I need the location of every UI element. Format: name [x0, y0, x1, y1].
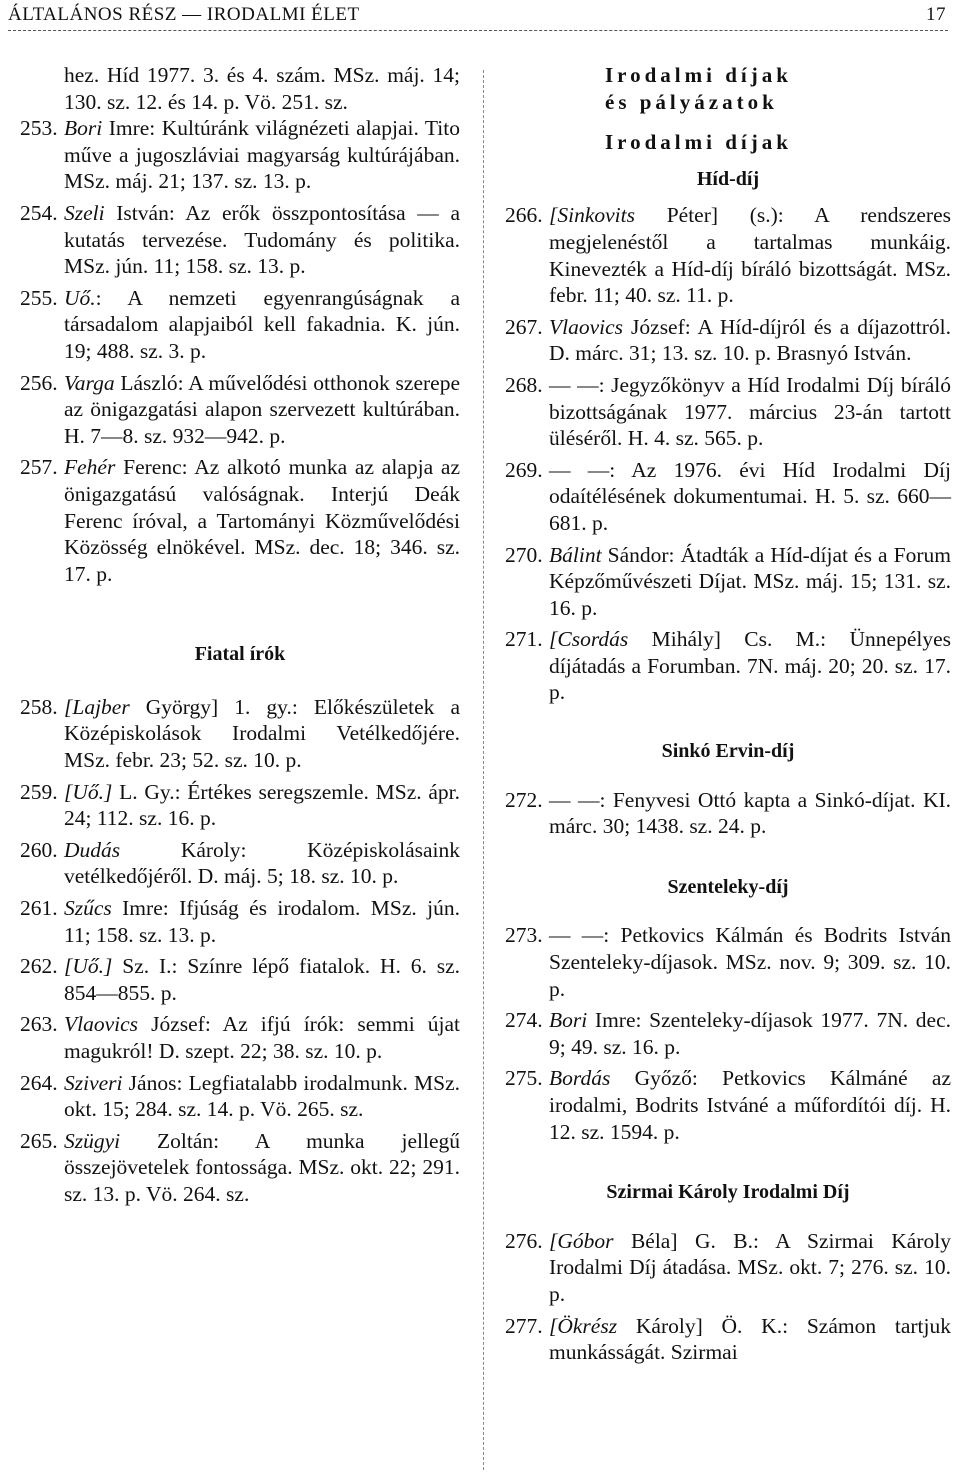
- entry-author: [Ökrész: [549, 1313, 618, 1338]
- entry-list-b: [20, 694, 460, 1208]
- entry-author: Vlaovics: [64, 1012, 139, 1037]
- entry-number: 265.: [20, 1128, 58, 1153]
- entry-author: Bori: [549, 1008, 588, 1033]
- entry-number: 262.: [20, 954, 58, 979]
- bibliography-entry: [505, 922, 951, 1002]
- entry-author: Sziveri: [64, 1070, 123, 1095]
- entry-number: 270.: [505, 542, 543, 567]
- entry-number: 255.: [20, 285, 58, 310]
- entry-text: József: Az ifjú írók: semmi újat magukról! D. szept. 22; 38. sz. 10. p.: [64, 1012, 460, 1063]
- entry-number: 253.: [20, 116, 58, 141]
- entry-author: [Sinkovits: [549, 203, 635, 228]
- entry-text: István: Az erők összpontosítása — a kutatás tervezése. Tudomány és politika. MSz. jún. 11; 158. sz. 13. p.: [64, 200, 460, 279]
- bibliography-entry: [505, 626, 951, 706]
- entry-text: Imre: Szenteleky-díjasok 1977. 7N. dec. 9; 49. sz. 16. p.: [549, 1008, 951, 1059]
- entry-number: 260.: [20, 837, 58, 862]
- entry-author: Vlaovics: [549, 314, 624, 339]
- entry-text: József: A Híd-díjról és a díjazottról. D. márc. 31; 13. sz. 10. p. Brasnyó István.: [549, 314, 951, 366]
- continued-entry: hez. Híd 1977. 3. és 4. szám. MSz. máj. 14; 130. sz. 12. és 14. p. Vö. 251. sz.: [64, 63, 460, 114]
- entry-number: 275.: [505, 1066, 543, 1091]
- bibliography-entry: [505, 457, 951, 537]
- entry-number: 261.: [20, 896, 58, 921]
- entry-author: [Uő.]: [64, 779, 113, 804]
- entry-list-a: [20, 115, 460, 587]
- heading-szirmai-dij: Szirmai Károly Irodalmi Díj: [606, 1181, 850, 1204]
- entry-author: Bori: [64, 116, 103, 141]
- entry-list-hid: [505, 202, 951, 706]
- bibliography-entry: [20, 953, 460, 1006]
- running-header: [8, 0, 948, 28]
- section-heading-fiatal-irok: Fiatal írók: [194, 643, 286, 666]
- entry-author: Bordás: [549, 1066, 611, 1091]
- entry-number: 274.: [505, 1008, 543, 1033]
- bibliography-entry: [20, 200, 460, 280]
- bibliography-entry: [20, 1011, 460, 1064]
- bibliography-entry: [20, 779, 460, 832]
- page-number: 17: [926, 4, 946, 25]
- entry-number: 267.: [505, 314, 543, 339]
- bibliography-entry: [505, 314, 951, 367]
- entry-text: Béla] G. B.: A Szirmai Károly Irodalmi Díj átadása. MSz. okt. 7; 276. sz. 10. p.: [549, 1228, 951, 1306]
- entry-author: [Uő.]: [64, 954, 113, 979]
- entry-text: : A nemzeti egyenrangúságnak a társadalom alapjaiból kell fakadnia. K. jún. 19; 488. sz. 3. p.: [64, 285, 460, 363]
- entry-author: Bálint: [549, 542, 602, 567]
- entry-text: Imre: Kultúránk világnézeti alapjai. Tito műve a jugoszláviai magyarság kultúrájában. MSz. máj. 21; 137. sz. 13. p.: [64, 116, 460, 194]
- bibliography-entry: [20, 115, 460, 195]
- entry-text: Károly: Középiskolásaink vetélkedőjéről. D. máj. 5; 18. sz. 10. p.: [64, 837, 460, 889]
- entry-number: 277.: [505, 1313, 543, 1338]
- entry-author: [Góbor: [549, 1228, 614, 1253]
- entry-text: Győző: Petkovics Kálmáné az irodalmi, Bodrits Istváné a műfordítói díj. H. 12. sz. 1594. p.: [549, 1066, 951, 1144]
- bibliography-entry: [20, 694, 460, 774]
- entry-author: Varga: [64, 370, 115, 395]
- entry-text: László: A művelődési otthonok szerepe az önigazgatási alapon szervezett kultúrában. H. 7—8. sz. 932—942. p.: [64, 370, 460, 448]
- entry-text: — —: Fenyvesi Ottó kapta a Sinkó-díjat. KI. márc. 30; 1438. sz. 24. p.: [549, 787, 951, 839]
- right-column: [505, 62, 951, 1366]
- entry-number: 258.: [20, 694, 58, 719]
- heading-szenteleky-dij: Szenteleky-díj: [667, 875, 789, 898]
- entry-text: Mihály] Cs. M.: Ünnepélyes díjátadás a Forumban. 7N. máj. 20; 20. sz. 17. p.: [549, 627, 951, 705]
- entry-author: Szeli: [64, 200, 105, 225]
- entry-number: 272.: [505, 787, 543, 812]
- entry-number: 259.: [20, 779, 58, 804]
- column-divider: [483, 70, 484, 1470]
- entry-number: 273.: [505, 923, 543, 948]
- entry-text: Péter] (s.): A rendszeres megjelenéstől a tartalmas munkáig. Kinevezték a Híd-díj bíráló bizottságát. MSz. febr. 11; 40. sz. 11. p.: [549, 203, 951, 308]
- entry-number: 269.: [505, 457, 543, 482]
- heading-hid-dij: Híd-díj: [696, 167, 760, 190]
- section-heading-irodalmi-dijak: Irodalmi díjak: [605, 63, 792, 87]
- header-rule: [8, 30, 948, 31]
- bibliography-entry: [505, 542, 951, 622]
- entry-list-szirmai: [505, 1228, 951, 1366]
- bibliography-entry: [505, 787, 951, 840]
- entry-author: Fehér: [64, 455, 116, 480]
- entry-text: L. Gy.: Értékes seregszemle. MSz. ápr. 24; 112. sz. 16. p.: [64, 779, 460, 831]
- entry-text: Károly] Ö. K.: Számon tartjuk munkásságát. Szirmai: [549, 1313, 951, 1365]
- entry-text: — —: Petkovics Kálmán és Bodrits István Szenteleky-díjasok. MSz. nov. 9; 309. sz. 10. p.: [549, 923, 951, 1001]
- entry-text: Ferenc: Az alkotó munka az alapja az önigazgatású valóságnak. Interjú Deák Ferenc íróval, a Tartományi Közművelődési Közösség elnökével. MSz. dec. 18; 346. sz. 17. p.: [64, 455, 460, 586]
- bibliography-entry: [20, 370, 460, 450]
- bibliography-entry: [505, 372, 951, 452]
- entry-author: Uő.: [64, 285, 96, 310]
- entry-number: 271.: [505, 627, 543, 652]
- entry-number: 263.: [20, 1012, 58, 1037]
- entry-number: 257.: [20, 455, 58, 480]
- entry-number: 268.: [505, 372, 543, 397]
- entry-list-szenteleky: [505, 922, 951, 1145]
- header-title: ÁLTALÁNOS RÉSZ — IRODALMI ÉLET: [8, 4, 360, 25]
- bibliography-entry: [20, 1128, 460, 1208]
- heading-sinko-dij: Sinkó Ervin-díj: [661, 740, 795, 763]
- entry-number: 266.: [505, 203, 543, 228]
- entry-text: János: Legfiatalabb irodalmunk. MSz. okt. 15; 284. sz. 14. p. Vö. 265. sz.: [64, 1070, 460, 1122]
- left-column: [20, 62, 460, 1208]
- entry-author: Szügyi: [64, 1128, 121, 1153]
- entry-author: Szűcs: [64, 896, 112, 921]
- bibliography-entry: [20, 285, 460, 365]
- bibliography-entry: [20, 837, 460, 890]
- entry-number: 256.: [20, 370, 58, 395]
- entry-text: Sz. I.: Színre lépő fiatalok. H. 6. sz. 854—855. p.: [64, 954, 460, 1005]
- bibliography-entry: [20, 454, 460, 587]
- entry-number: 254.: [20, 200, 58, 225]
- entry-text: Zoltán: A munka jellegű összejövetelek fontossága. MSz. okt. 22; 291. sz. 13. p. Vö. 264. sz.: [64, 1128, 460, 1206]
- entry-author: Dudás: [64, 837, 121, 862]
- entry-text: — —: Jegyzőkönyv a Híd Irodalmi Díj bíráló bizottságának 1977. március 23-án tartott üléséről. H. 4. sz. 565. p.: [549, 372, 951, 451]
- entry-author: [Csordás: [549, 627, 629, 652]
- bibliography-entry: [20, 895, 460, 948]
- bibliography-entry: [20, 1070, 460, 1123]
- entry-text: György] 1. gy.: Előkészületek a Középiskolások Irodalmi Vetélkedőjére. MSz. febr. 23; 52. sz. 10. p.: [64, 694, 460, 773]
- bibliography-entry: [505, 1228, 951, 1308]
- entry-list-sinko: [505, 787, 951, 840]
- bibliography-entry: [505, 1007, 951, 1060]
- entry-number: 264.: [20, 1070, 58, 1095]
- bibliography-entry: [505, 1065, 951, 1145]
- entry-text: Imre: Ifjúság és irodalom. MSz. jún. 11; 158. sz. 13. p.: [64, 896, 460, 947]
- entry-author: [Lajber: [64, 694, 130, 719]
- entry-text: — —: Az 1976. évi Híd Irodalmi Díj odaítélésének dokumentumai. H. 5. sz. 660—681. p.: [549, 457, 951, 535]
- bibliography-entry: [505, 1313, 951, 1366]
- bibliography-entry: [505, 202, 951, 308]
- subsection-heading-irodalmi-dijak: Irodalmi díjak: [605, 130, 792, 155]
- entry-text: Sándor: Átadták a Híd-díjat és a Forum Képzőművészeti Díjat. MSz. máj. 15; 131. sz. 16. p.: [549, 542, 951, 620]
- section-heading-palyazatok: és pályázatok: [605, 89, 778, 114]
- entry-number: 276.: [505, 1228, 543, 1253]
